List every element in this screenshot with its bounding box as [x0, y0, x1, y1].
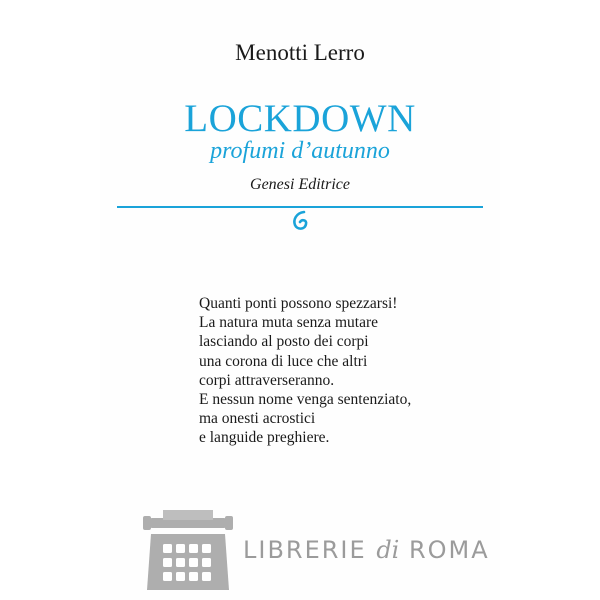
- poem-line: lasciando al posto dei corpi: [199, 333, 369, 351]
- watermark-text-main: LIBRERIE: [243, 536, 377, 564]
- watermark-text: [243, 536, 490, 564]
- book-title: LOCKDOWN: [184, 97, 416, 140]
- poem-line: La natura muta senza mutare: [199, 314, 379, 332]
- librerie-di-roma-watermark: [143, 510, 490, 600]
- poem-line: ma onesti acrostici: [199, 410, 316, 428]
- book-subtitle: profumi d’autunno: [210, 138, 390, 164]
- poem-line: Quanti ponti possono spezzarsi!: [199, 295, 398, 312]
- watermark-text-di: di: [376, 536, 400, 564]
- poem-text: [199, 294, 489, 448]
- publisher-name: Genesi Editrice: [250, 176, 350, 193]
- poem-line: e languide preghiere.: [199, 429, 330, 447]
- typewriter-icon: [143, 510, 233, 595]
- poem-line: E nessun nome venga sentenziato,: [199, 391, 412, 409]
- swirl-ornament-icon: [290, 208, 312, 234]
- poem-line: una corona di luce che altri: [199, 352, 368, 370]
- watermark-text-end: ROMA: [399, 536, 490, 564]
- poem-line: corpi attraverseranno.: [199, 371, 335, 389]
- author-name: Menotti Lerro: [235, 40, 365, 65]
